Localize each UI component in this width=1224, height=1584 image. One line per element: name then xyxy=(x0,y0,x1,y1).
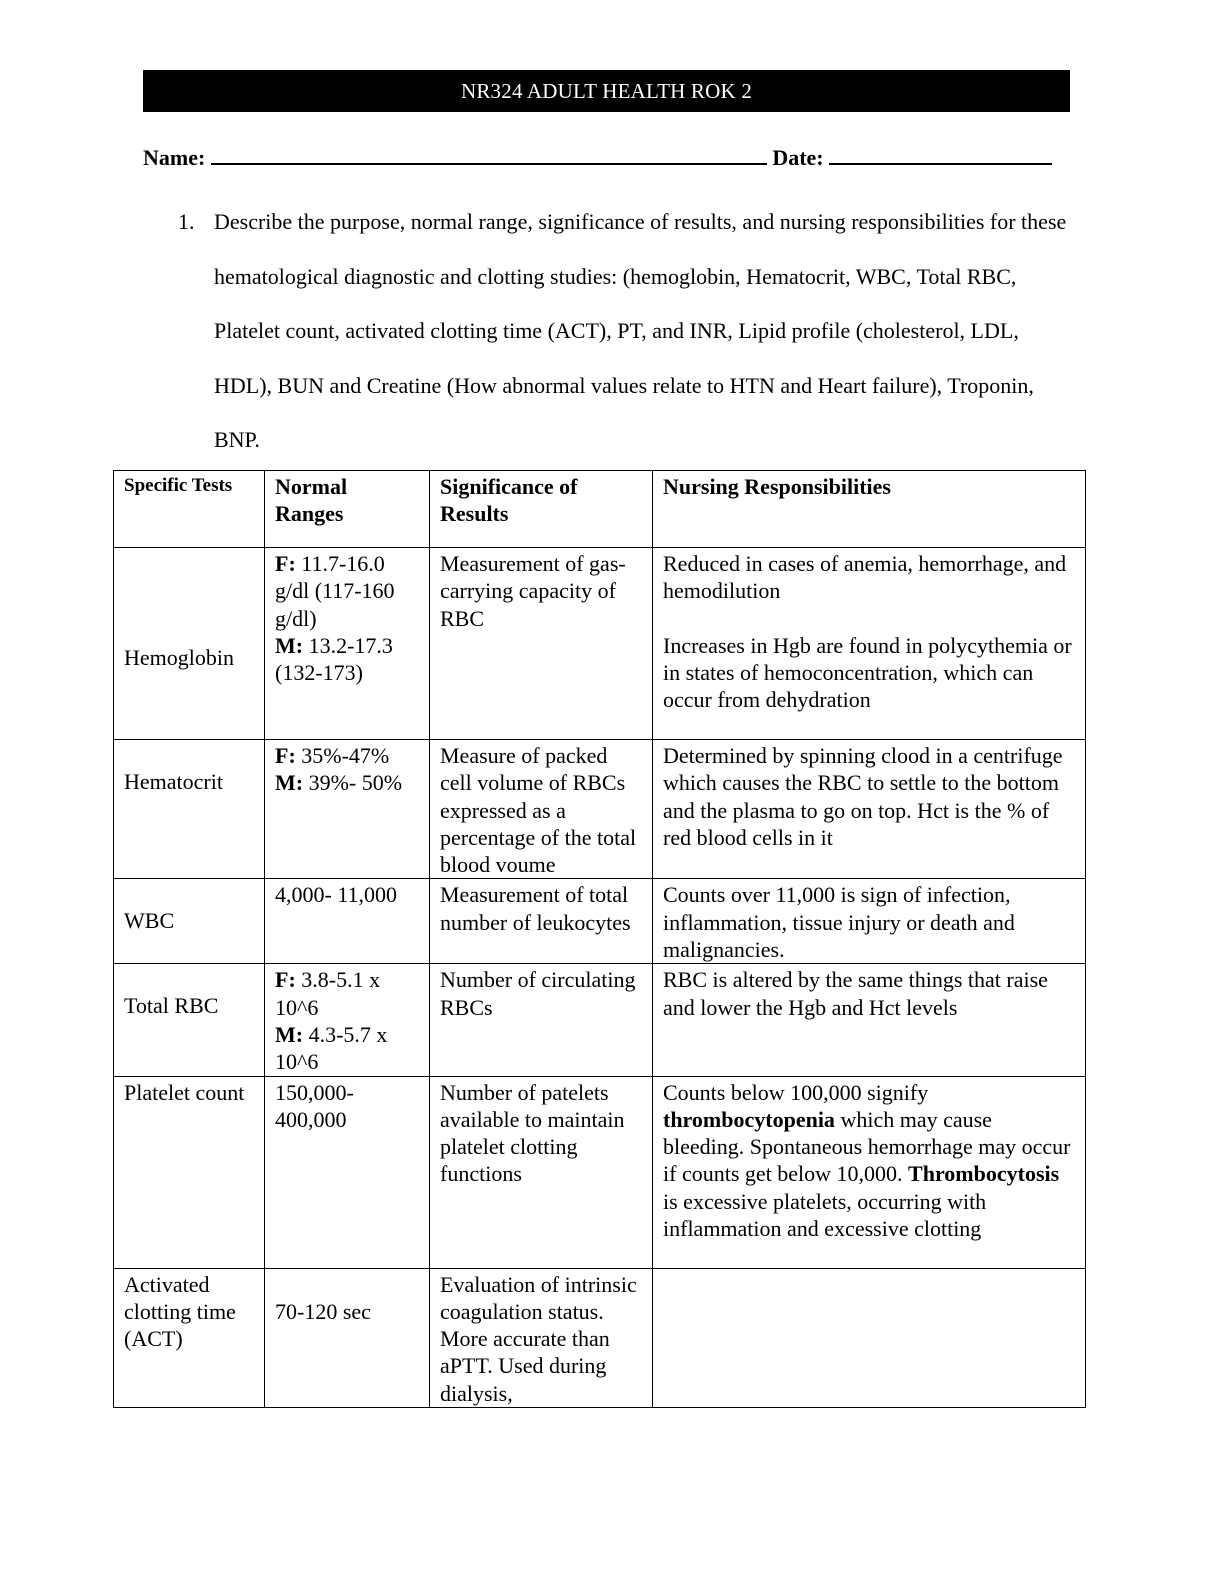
male-label: M: xyxy=(275,632,304,658)
name-label: Name: xyxy=(143,145,206,170)
name-date-line xyxy=(143,143,1073,171)
lab-tests-table xyxy=(113,470,1086,1408)
table-row-act xyxy=(114,1268,1086,1407)
nursing-text: Increases in Hgb are found in polycythemia or in states of hemoconcentration, which can occur from dehydration xyxy=(663,632,1072,713)
test-name: Activated clotting time (ACT) xyxy=(114,1268,265,1407)
table-row-platelet-count xyxy=(114,1076,1086,1268)
significance: Measurement of gas-carrying capacity of RBC xyxy=(430,548,653,740)
male-label: M: xyxy=(275,1021,304,1047)
test-name: Hemoglobin xyxy=(114,548,265,740)
table-row-hemoglobin xyxy=(114,548,1086,740)
question-number: 1. xyxy=(178,209,195,234)
female-label: F: xyxy=(275,967,296,993)
nursing-responsibilities: Determined by spinning clood in a centrifuge which causes the RBC to settle to the bottom and the plasma to go on top. Hct is the % of red blood cells in it xyxy=(653,740,1086,879)
nursing-responsibilities: RBC is altered by the same things that raise and lower the Hgb and Hct levels xyxy=(653,964,1086,1076)
female-range: 11.7-16.0 g/dl (117-160 g/dl) xyxy=(275,551,395,631)
male-range: 39%- 50% xyxy=(303,770,403,796)
normal-range: 4,000- 11,000 xyxy=(265,879,430,964)
significance: Measure of packed cell volume of RBCs expressed as a percentage of the total blood voume xyxy=(430,740,653,879)
name-field[interactable] xyxy=(211,143,767,165)
normal-range xyxy=(265,740,430,879)
nursing-responsibilities: Counts over 11,000 is sign of infection, inflammation, tissue injury or death and malignancies. xyxy=(653,879,1086,964)
term-thrombocytopenia: thrombocytopenia xyxy=(663,1106,835,1132)
nursing-responsibilities xyxy=(653,1076,1086,1268)
male-label: M: xyxy=(275,770,304,796)
question-text: Describe the purpose, normal range, significance of results, and nursing responsibilities for these hematological diagnostic and clotting studies: (hemoglobin, Hematocrit, WBC, Total RBC, Platelet count, activated clotting time (ACT), PT, and INR, Lipid profile (cholesterol, LDL, HDL), BUN and Creatine (How abnormal values relate to HTN and Heart failure), Troponin, BNP. xyxy=(214,209,1067,452)
date-label: Date: xyxy=(772,145,824,170)
female-label: F: xyxy=(275,551,296,576)
significance: Number of patelets available to maintain platelet clotting functions xyxy=(430,1076,653,1268)
significance: Number of circulating RBCs xyxy=(430,964,653,1076)
male-range: 13.2-17.3 (132-173) xyxy=(275,632,393,686)
test-name: Platelet count xyxy=(114,1076,265,1268)
table-row-total-rbc xyxy=(114,964,1086,1076)
significance: Measurement of total number of leukocytes xyxy=(430,879,653,964)
header-nursing: Nursing Responsibilities xyxy=(653,471,1086,548)
document-title-bar xyxy=(143,70,1070,112)
significance: Evaluation of intrinsic coagulation status. More accurate than aPTT. Used during dialysis, xyxy=(430,1268,653,1407)
date-field[interactable] xyxy=(829,143,1052,165)
test-name: Total RBC xyxy=(114,964,265,1076)
table-row-wbc xyxy=(114,879,1086,964)
nursing-text: Counts below 100,000 signify xyxy=(663,1079,929,1105)
female-range: 3.8-5.1 x 10^6 xyxy=(275,967,381,1020)
question-1 xyxy=(178,195,1068,468)
table-row-hematocrit xyxy=(114,740,1086,879)
header-normal-ranges: Normal Ranges xyxy=(265,471,430,548)
nursing-text: is excessive platelets, occurring with inflammation and excessive clotting xyxy=(663,1188,987,1242)
normal-range: 70-120 sec xyxy=(265,1268,430,1407)
document-title: NR324 ADULT HEALTH ROK 2 xyxy=(460,78,753,103)
header-significance: Significance of Results xyxy=(430,471,653,548)
nursing-responsibilities xyxy=(653,548,1086,740)
female-label: F: xyxy=(275,743,296,768)
female-range: 35%-47% xyxy=(295,743,390,768)
normal-range xyxy=(265,964,430,1076)
nursing-text: Reduced in cases of anemia, hemorrhage, and hemodilution xyxy=(663,551,1067,604)
normal-range: 150,000-400,000 xyxy=(265,1076,430,1268)
term-thrombocytosis: Thrombocytosis xyxy=(908,1161,1060,1187)
test-name: WBC xyxy=(114,879,265,964)
male-range: 4.3-5.7 x 10^6 xyxy=(275,1021,388,1075)
table-header-row xyxy=(114,471,1086,548)
header-specific-tests: Specific Tests xyxy=(114,471,265,548)
test-name: Hematocrit xyxy=(114,740,265,879)
nursing-responsibilities xyxy=(653,1268,1086,1407)
nursing-text: which may cause bleeding. Spontaneous hemorrhage may occur if counts get below 10,000. xyxy=(663,1106,1071,1187)
normal-range xyxy=(265,548,430,740)
